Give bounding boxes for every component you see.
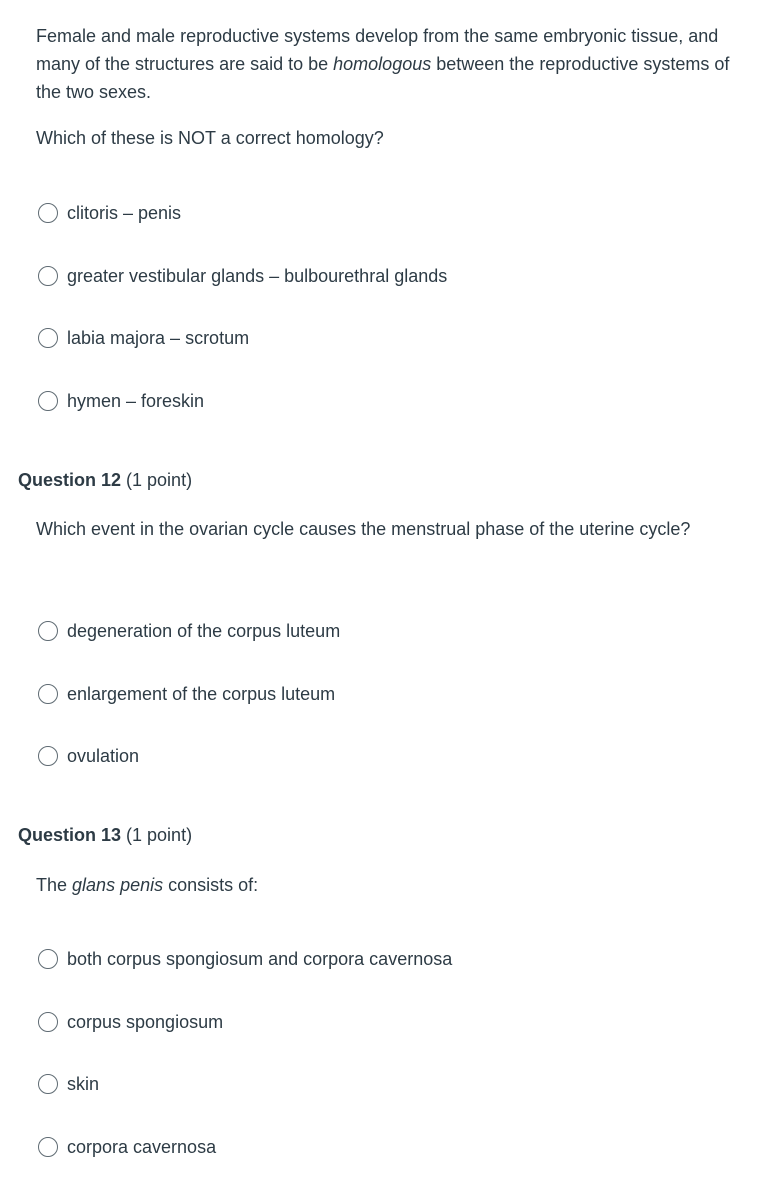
radio-button-icon[interactable]: [38, 684, 58, 704]
question-13-prompt-suffix: consists of:: [163, 875, 259, 895]
question-11-option-4[interactable]: [38, 387, 204, 415]
question-13-title: Question 13: [18, 825, 122, 845]
question-12-prompt: Which event in the ovarian cycle causes the menstrual phase of the uterine cycle?: [36, 519, 691, 539]
option-label: degeneration of the corpus luteum: [67, 621, 341, 641]
question-11-intro-part1: Female and male reproductive systems develop from the same embryonic tissue, and many of the structures are said to be: [36, 26, 719, 74]
option-label: ovulation: [67, 746, 140, 766]
question-12-option-1[interactable]: [38, 617, 340, 645]
radio-button-icon[interactable]: [38, 949, 58, 969]
question-13-header: [18, 823, 192, 847]
question-12-points: (1 point): [121, 470, 193, 490]
radio-button-icon[interactable]: [38, 203, 58, 223]
question-13-prompt-emphasis: glans penis: [72, 875, 164, 895]
question-11-option-3[interactable]: [38, 324, 249, 352]
option-label: both corpus spongiosum and corpora cavernosa: [67, 949, 453, 969]
question-11-intro-emphasis: homologous: [333, 54, 432, 74]
question-13-option-2[interactable]: [38, 1008, 223, 1036]
question-12-option-3[interactable]: [38, 742, 139, 770]
question-12-title: Question 12: [18, 470, 122, 490]
option-label: hymen – foreskin: [67, 391, 205, 411]
option-label: corpora cavernosa: [67, 1137, 217, 1157]
radio-button-icon[interactable]: [38, 328, 58, 348]
radio-button-icon[interactable]: [38, 746, 58, 766]
radio-button-icon[interactable]: [38, 621, 58, 641]
question-13-option-1[interactable]: [38, 945, 452, 973]
question-11-intro: [36, 22, 756, 106]
radio-button-icon[interactable]: [38, 391, 58, 411]
question-13-points: (1 point): [121, 825, 193, 845]
option-label: corpus spongiosum: [67, 1012, 224, 1032]
question-13-prompt-prefix: The: [36, 875, 73, 895]
radio-button-icon[interactable]: [38, 1012, 58, 1032]
question-11-option-1[interactable]: [38, 199, 181, 227]
question-13-prompt: [36, 871, 736, 899]
option-label: enlargement of the corpus luteum: [67, 684, 336, 704]
question-11-intro-part2: between the reproductive systems of the two sexes.: [36, 54, 730, 102]
option-label: greater vestibular glands – bulbourethral glands: [67, 266, 448, 286]
question-12-option-2[interactable]: [38, 680, 335, 708]
question-13-option-3[interactable]: [38, 1070, 99, 1098]
question-11-option-2[interactable]: [38, 262, 447, 290]
question-13-option-4[interactable]: [38, 1133, 216, 1161]
option-label: clitoris – penis: [67, 203, 182, 223]
radio-button-icon[interactable]: [38, 266, 58, 286]
question-12-header: [18, 468, 192, 492]
radio-button-icon[interactable]: [38, 1074, 58, 1094]
question-11-prompt: Which of these is NOT a correct homology?: [36, 128, 384, 148]
option-label: labia majora – scrotum: [67, 328, 250, 348]
radio-button-icon[interactable]: [38, 1137, 58, 1157]
option-label: skin: [67, 1074, 100, 1094]
